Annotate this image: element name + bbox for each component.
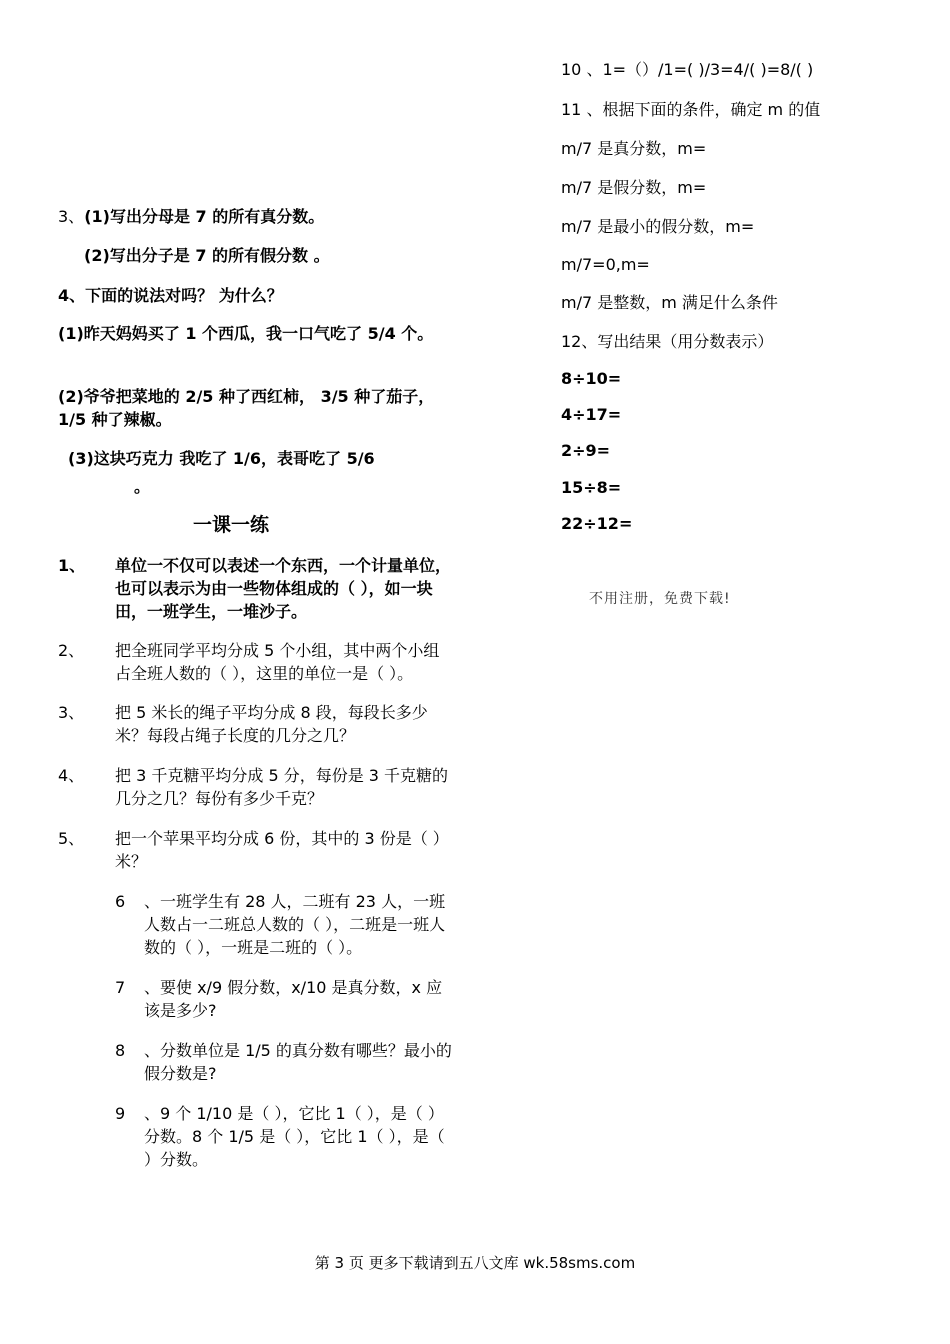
q11-line-5: m/7 是整数，m 满足什么条件 [561, 293, 778, 312]
exercise-item-4 [58, 764, 453, 810]
exercise-item-2 [58, 639, 453, 685]
q12-line-5: 22÷12= [561, 514, 633, 533]
exercise-item-1 [58, 554, 453, 623]
item-number: 6 [115, 892, 126, 911]
q4-title: 4、下面的说法对吗？ 为什么？ [58, 286, 283, 305]
item-number: 8 [115, 1041, 126, 1060]
item-text: 单位一不仅可以表述一个东西，一个计量单位，也可以表示为由一些物体组成的（ ），如一块田，一班学生，一堆沙子。 [115, 556, 452, 621]
exercise-item-6 [58, 890, 453, 959]
item-number: 1、 [58, 556, 86, 575]
section-title: 一课一练 [193, 514, 270, 536]
q11-line-4: m/7=0,m= [561, 255, 650, 274]
q12-title: 12、写出结果（用分数表示） [561, 332, 774, 351]
q4-statement-2: (2)爷爷把菜地的 2/5 种了西红柿， 3/5 种了茄子， 1/5 种了辣椒。 [58, 387, 435, 429]
q11-line-3: m/7 是最小的假分数，m= [561, 217, 755, 236]
q11-line-1: m/7 是真分数，m= [561, 139, 707, 158]
item-text: 、要使 x/9 假分数，x/10 是真分数，x 应该是多少? [144, 978, 443, 1020]
exercise-item-3 [58, 701, 453, 747]
q11-title: 11 、根据下面的条件，确定 m 的值 [561, 100, 821, 119]
q3-number: 3、 [58, 207, 85, 226]
q4-statement-3: (3)这块巧克力 我吃了 1/6，表哥吃了 5/6 [68, 449, 375, 468]
free-download-note: 不用注册，免费下载! [589, 591, 731, 607]
item-text: 、分数单位是 1/5 的真分数有哪些？最小的假分数是? [144, 1041, 452, 1083]
item-text: 、一班学生有 28 人，二班有 23 人，一班人数占一二班总人数的（ ），二班是一班人数的（ ），一班是二班的（ ）。 [144, 892, 446, 957]
q12-line-3: 2÷9= [561, 441, 611, 460]
q4-statement-3-end: 。 [134, 477, 151, 496]
exercise-item-9 [58, 1102, 453, 1171]
item-number: 3、 [58, 703, 85, 722]
q4-statement-1: (1)昨天妈妈买了 1 个西瓜，我一口气吃了 5/4 个。 [58, 324, 434, 343]
exercise-item-5 [58, 827, 453, 873]
item-number: 4、 [58, 766, 85, 785]
q11-line-2: m/7 是假分数，m= [561, 178, 707, 197]
item-text: 把全班同学平均分成 5 个小组，其中两个小组占全班人数的（ ），这里的单位一是（ ）。 [115, 641, 440, 683]
item-text: 把 3 千克糖平均分成 5 分，每份是 3 千克糖的几分之几？每份有多少千克？ [115, 766, 449, 808]
q3-part1-text: (1)写出分母是 7 的所有真分数。 [84, 207, 325, 226]
item-number: 5、 [58, 829, 85, 848]
q3-part1 [58, 205, 324, 228]
exercise-list [58, 554, 453, 1171]
item-text: 、9 个 1/10 是（ ），它比 1（ ），是（ ）分数。8 个 1/5 是（ ），它比 1（ ），是（ ）分数。 [144, 1104, 445, 1169]
item-number: 7 [115, 978, 126, 997]
page-footer: 第 3 页 更多下载请到五八文库 wk.58sms.com [314, 1254, 636, 1272]
item-number: 2、 [58, 641, 85, 660]
q10: 10 、1=（）/1=( )/3=4/( )=8/( ) [561, 60, 814, 79]
item-text: 把一个苹果平均分成 6 份，其中的 3 份是（ ）米？ [115, 829, 449, 871]
item-number: 9 [115, 1104, 126, 1123]
q3-part2: (2)写出分子是 7 的所有假分数 。 [84, 246, 330, 265]
exercise-item-8 [58, 1039, 453, 1085]
q12-line-4: 15÷8= [561, 478, 622, 497]
exercise-item-7 [58, 976, 453, 1022]
item-text: 把 5 米长的绳子平均分成 8 段，每段长多少米？每段占绳子长度的几分之几？ [115, 703, 428, 745]
q12-line-1: 8÷10= [561, 369, 622, 388]
q12-line-2: 4÷17= [561, 405, 622, 424]
